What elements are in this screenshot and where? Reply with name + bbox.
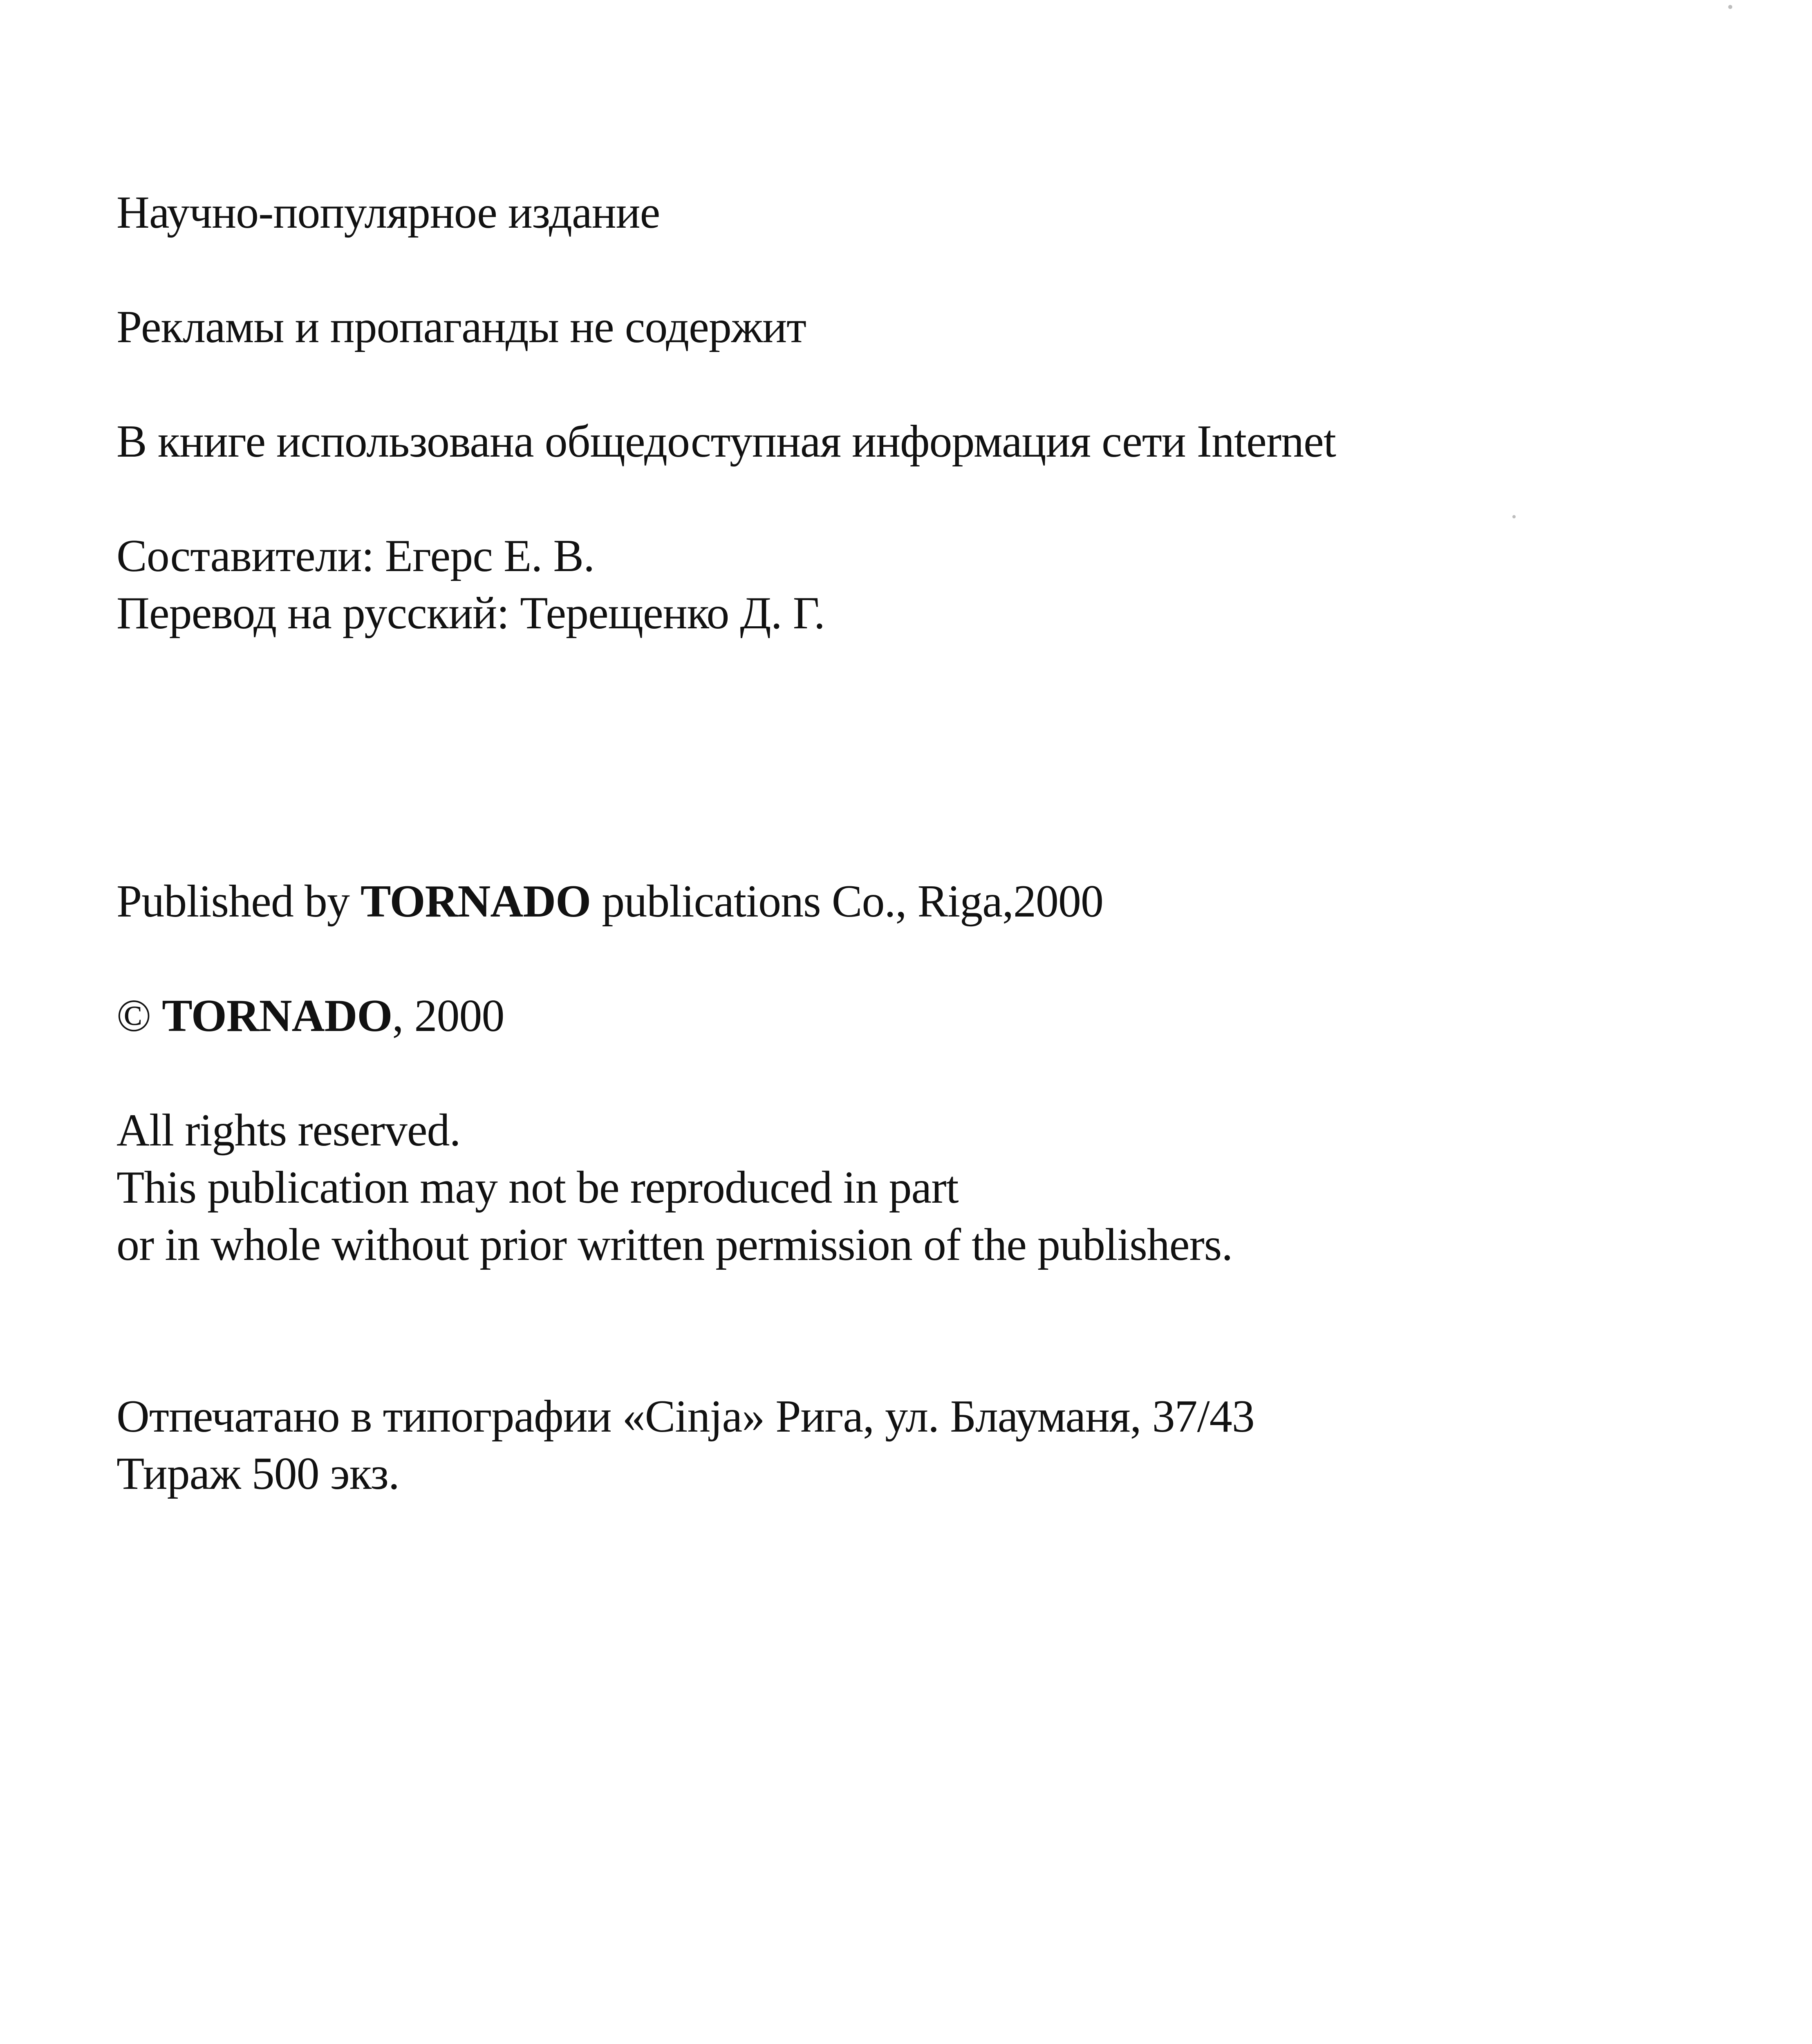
rights-reproduction: This publication may not be reproduced in part	[116, 1162, 959, 1213]
rights-reserved: All rights reserved.	[116, 1105, 461, 1156]
scan-speck	[1512, 515, 1516, 518]
published-by-line	[116, 875, 1103, 928]
compilers-credit: Составители: Егерс Е. В.	[116, 531, 595, 581]
print-run: Тираж 500 экз.	[116, 1448, 399, 1499]
copyright-holder: TORNADO	[162, 991, 392, 1041]
published-by-prefix: Published by	[116, 876, 361, 927]
translation-credit: Перевод на русский: Терещенко Д. Г.	[116, 588, 825, 639]
edition-type: Научно-популярное издание	[116, 187, 660, 238]
no-ads-note: Рекламы и пропаганды не содержит	[116, 302, 806, 352]
publisher-name: TORNADO	[360, 876, 591, 927]
rights-permission: or in whole without prior written permission of the publishers.	[116, 1219, 1233, 1270]
copyright-symbol: ©	[116, 991, 162, 1041]
published-by-suffix: publications Co., Riga,2000	[591, 876, 1103, 927]
printing-house: Отпечатано в типографии «Cinja» Рига, ул. Блауманя, 37/43	[116, 1391, 1254, 1442]
internet-source-note: В книге использована общедоступная информация сети Internet	[116, 416, 1336, 467]
copyright-year: , 2000	[392, 991, 504, 1041]
scan-speck	[1728, 5, 1732, 9]
copyright-line	[116, 989, 504, 1042]
